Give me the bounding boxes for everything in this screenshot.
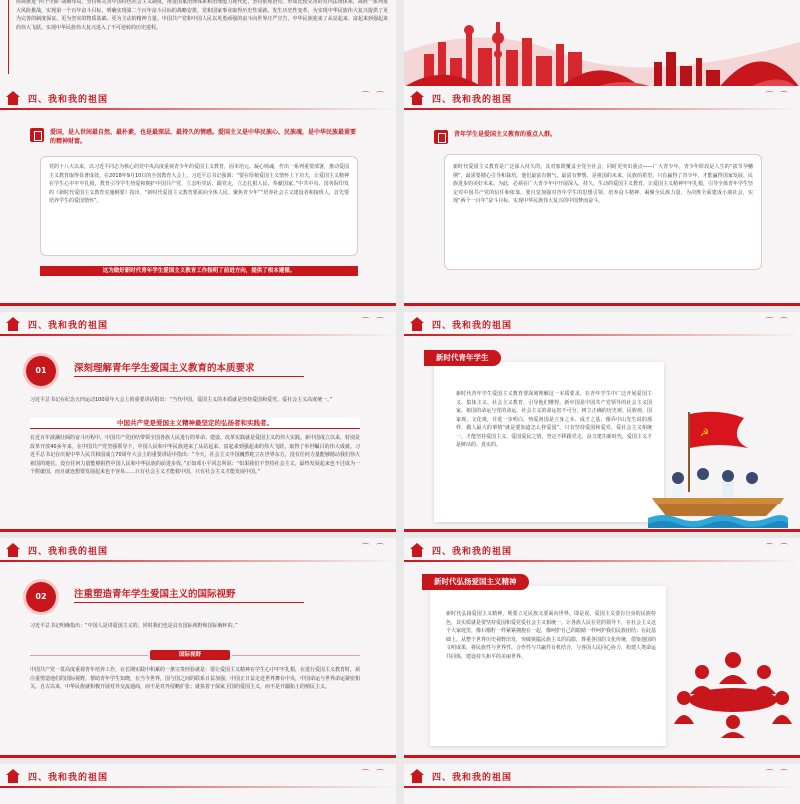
birds-icon: ⌒ ⌒ — [765, 91, 790, 100]
header-underline — [0, 108, 396, 110]
section-title: 四、我和我的祖国 — [28, 320, 109, 331]
header-underline — [0, 334, 396, 336]
section-number-badge: 01 — [26, 356, 56, 386]
body-text: 新时代爱国主义教育是广泛深入持久的，其对象既覆盖全党全社会，同时更突出重点——广大青少年。青少年阶段是人生的“拔节孕穗期”，最需要精心引导和栽培。他们最富有朝气、最富有梦想，是祖国的未来、民族的希望。只有赢得了青少年，才能赢得国家发展、民族进步的美好未来。为此，必须在广大青少年中开展深入、持久、生动的爱国主义教育，让爱国主义精神牢牢扎根，引导全体青年学生坚定对中国共产党的信任和依靠。要自觉加强对青年学生的思想引领，培养奋斗精神、凝聚全民族力量，为决胜全面建成小康社会，实现“两个一百年”奋斗目标、实现中华民族伟大复兴的中国梦而奋斗。 — [453, 164, 754, 204]
slide-header — [404, 312, 800, 336]
birds-icon: ⌒ ⌒ — [765, 317, 790, 326]
banner-rule-left — [30, 655, 148, 656]
slide-header — [0, 764, 396, 788]
slide-international-vision — [0, 538, 396, 758]
header-underline — [404, 334, 800, 336]
birds-icon: ⌒ ⌒ — [765, 543, 790, 552]
header-underline — [0, 786, 396, 788]
section-title: 四、我和我的祖国 — [432, 546, 513, 557]
birds-icon: ⌒ ⌒ — [361, 317, 386, 326]
birds-icon: ⌒ ⌒ — [765, 769, 790, 778]
section-title: 四、我和我的祖国 — [28, 546, 109, 557]
slide-essence-requirement — [0, 312, 396, 532]
slide-header — [404, 764, 800, 788]
lead-row — [434, 130, 764, 144]
content-card — [430, 586, 666, 746]
header-underline — [0, 560, 396, 562]
highlight-banner: 这为做好新时代青年学生爱国主义教育工作指明了前进方向，提供了根本遵循。 — [40, 266, 358, 276]
house-icon — [410, 543, 424, 557]
slide-header — [0, 86, 396, 110]
svg-text:☭: ☭ — [700, 428, 709, 439]
section-title: 四、我和我的祖国 — [28, 94, 109, 105]
slide-carry-forward-spirit — [404, 538, 800, 758]
title-underline — [74, 602, 304, 603]
slide-header — [0, 538, 396, 562]
book-icon — [30, 128, 44, 142]
card-title-pill: 新时代青年学生 — [424, 350, 501, 366]
quote-text: 习近平总书记在纪念五四运动100周年大会上的重要讲话指出：“当代中国，爱国主义的本质就是坚持爱国和爱党、爱社会主义高度统一。” — [30, 397, 333, 403]
body-text: 中国共产党一贯高度重视青年培养工作，在长期实践中积累的一条宝贵经验就是：要让爱国主义精神在学生心中牢牢扎根，在进行爱国主义教育时，须注重塑造他们的国际视野，帮助青年学生知晓，在当今世界，国与国之间的联系日益加强，中国正日益走近世界舞台中央，中国命运与世界命运紧密相关。自古以来，中华民族就积极开展对外交流通商，而不是对外侵略扩张；就执着于保家卫国的爱国主义，而不是开疆拓土的殖民主义。 — [30, 667, 361, 690]
slide-header — [404, 86, 800, 110]
header-underline — [404, 786, 800, 788]
section-number-badge: 02 — [26, 582, 56, 612]
card-title-pill: 新时代弘扬爱国主义精神 — [422, 574, 529, 590]
body-text: 党的十八大以来，以习近平同志为核心的党中央高度重视青少年的爱国主义教育，固本培元、凝心铸魂，作出一系列重要部署，推动爱国主义教育取得显著成效。在2018年9月10日的全国教育大会上，习近平总书记强调：“要在厚植爱国主义情怀上下功夫，让爱国主义精神在学生心中牢牢扎根，教育引导学生热爱和拥护中国共产党，立志听党话、跟党走，立志扎根人民、奉献国家。”中共中央、国务院印发的《新时代爱国主义教育实施纲要》指出，“新时代爱国主义教育要面向全体人民、聚焦青少年”“培养社会主义建设者和接班人，首先要培养学生的爱国情怀”。 — [49, 164, 350, 204]
book-icon — [434, 130, 448, 144]
highlight-banner: 中国共产党是爱国主义精神最坚定的弘扬者和实践者。 — [30, 418, 360, 429]
slide-key-group — [404, 86, 800, 306]
house-icon — [410, 91, 424, 105]
subsection-title: 注重塑造青年学生爱国主义的国际视野 — [74, 589, 236, 600]
house-icon — [6, 543, 20, 557]
meeting-table-icon — [674, 648, 792, 738]
header-underline — [404, 560, 800, 562]
content-card — [434, 362, 664, 522]
house-icon — [410, 769, 424, 783]
subsection-title: 深刻理解青年学生爱国主义教育的本质要求 — [74, 363, 255, 374]
slide-header — [0, 312, 396, 336]
lead-row — [30, 128, 360, 146]
section-title: 四、我和我的祖国 — [432, 320, 513, 331]
quote-text: 习近平总书记明确指出：“中国人是讲爱国主义的，同时我们也是具有国际视野和国际胸怀的。” — [30, 623, 238, 629]
slide-patriotism-intro — [0, 86, 396, 306]
slide-partial-bottom-right — [404, 764, 800, 804]
house-icon — [6, 317, 20, 331]
section-title: 四、我和我的祖国 — [432, 94, 513, 105]
body-text: 协调推进“四个全面”战略布局，坚持和完善中国特色社会主义制度，推进国家治理体系和治理能力现代化，坚持依规治党、形成比较完善的党内法规体系，战胜一系列重大风险挑战，实现第一个百年奋斗目标，明确实现第二个百年奋斗目标的战略安排，党和国家事业取得历史性成就、发生历史性变革，为实现中华民族伟大复兴提供了更为完善的制度保证、更为坚实的物质基础、更为主动的精神力量。中国共产党和中国人民以英勇顽强的奋斗向世界庄严宣告，中华民族迎来了从站起来、富起来到强起来的伟大飞跃。实现中华民族伟大复兴进入了不可逆转的历史进程。 — [16, 0, 388, 31]
slide-partial-bottom-left — [0, 764, 396, 804]
red-rule — [8, 0, 9, 74]
lead-text: 爱国，是人世间最自然、最朴素，也是最深层、最持久的情感。爱国主义是中华民族心、民族魂，是中华民族最重要的精神财富。 — [50, 129, 357, 145]
section-title: 四、我和我的祖国 — [432, 772, 513, 783]
lead-text: 青年学生是爱国主义教育的重点人群。 — [454, 131, 557, 138]
birds-icon: ⌒ ⌒ — [361, 91, 386, 100]
header-underline — [404, 108, 800, 110]
birds-icon: ⌒ ⌒ — [361, 543, 386, 552]
content-box — [444, 154, 762, 270]
slide-header — [404, 538, 800, 562]
house-icon — [410, 317, 424, 331]
house-icon — [6, 91, 20, 105]
body-text: 新时代弘扬爱国主义精神，既要立足民族又要面向世界。即是说，爱国主义要有自身的民族特色，其实质就是要坚持爱国和爱党爱社会主义相统一，让各族人民在党的领导下，在社会主义这个大家庭里，像石榴籽一样紧紧拥抱在一起，像呵护自己的眼睛一样呵护我们民族团结；在此基础上，从整个世界历史视野出发，突破狭隘民族主义的局限，尊重各国的文化传统，借鉴他国的文明成果，将民族性与世界性、合作性与共赢性有机结合，与各国人民同心协力，构建人类命运共同体，建设持久和平的美丽世界。 — [446, 611, 657, 660]
house-icon — [6, 769, 20, 783]
body-text: 在近百年波澜壮阔的奋斗历程中，中国共产党团结带领全国各族人民进行的革命、建设、改革实践就是爱国主义的伟大实践。新中国成立以来，特别是改革开放40多年来，在中国共产党坚强领导下，中国人民和中华民族迎来了从站起来、富起来到强起来的伟大飞跃，取得了举世瞩目的伟大成就。习近平总书记在庆祝中华人民共和国成立70周年大会上的重要讲话中指出：“今天，社会主义中国巍然屹立在世界东方，没有任何力量能够撼动我们伟大祖国的地位，没有任何力量能够阻挡中国人民和中华民族的前进步伐。”正如邓小平同志所说：“如果我们不坚持社会主义，最终发展起来也不过成为一个附庸国，而且就连想要发展起来也不容易……只有社会主义才能救中国，只有社会主义才能发展中国。” — [30, 435, 361, 475]
content-box — [40, 156, 358, 256]
birds-icon: ⌒ ⌒ — [361, 769, 386, 778]
red-boat-illustration — [648, 408, 788, 528]
body-text: 新时代青年学生爱国主义教育要深刻理解这一本质要求，在青年学生中广泛开展爱国主义、集体主义、社会主义教育，引导他们懂得，新中国是中国共产党领导的社会主义国家，祖国的命运与党的命运、社会主义的命运密不可分，树立正确的历史观、民族观、国家观、文化观，并进一步明白，热爱祖国是立身之本、成才之基，像乔中山先生说的那样，做人最大的事情“就是要知道怎么样爱国”。只有坚持爱国和爱党、爱社会主义相统一，才能坚持爱国主义、爱国爱民之情，坚定不移跟党走，奋力建功新时代，爱国主义才是鲜活的、真实的。 — [456, 391, 652, 448]
slide-new-era-students — [404, 312, 800, 532]
section-title: 四、我和我的祖国 — [28, 772, 109, 783]
banner-rule-right — [232, 655, 360, 656]
highlight-banner: 国际视野 — [150, 650, 230, 660]
title-underline — [74, 376, 304, 377]
